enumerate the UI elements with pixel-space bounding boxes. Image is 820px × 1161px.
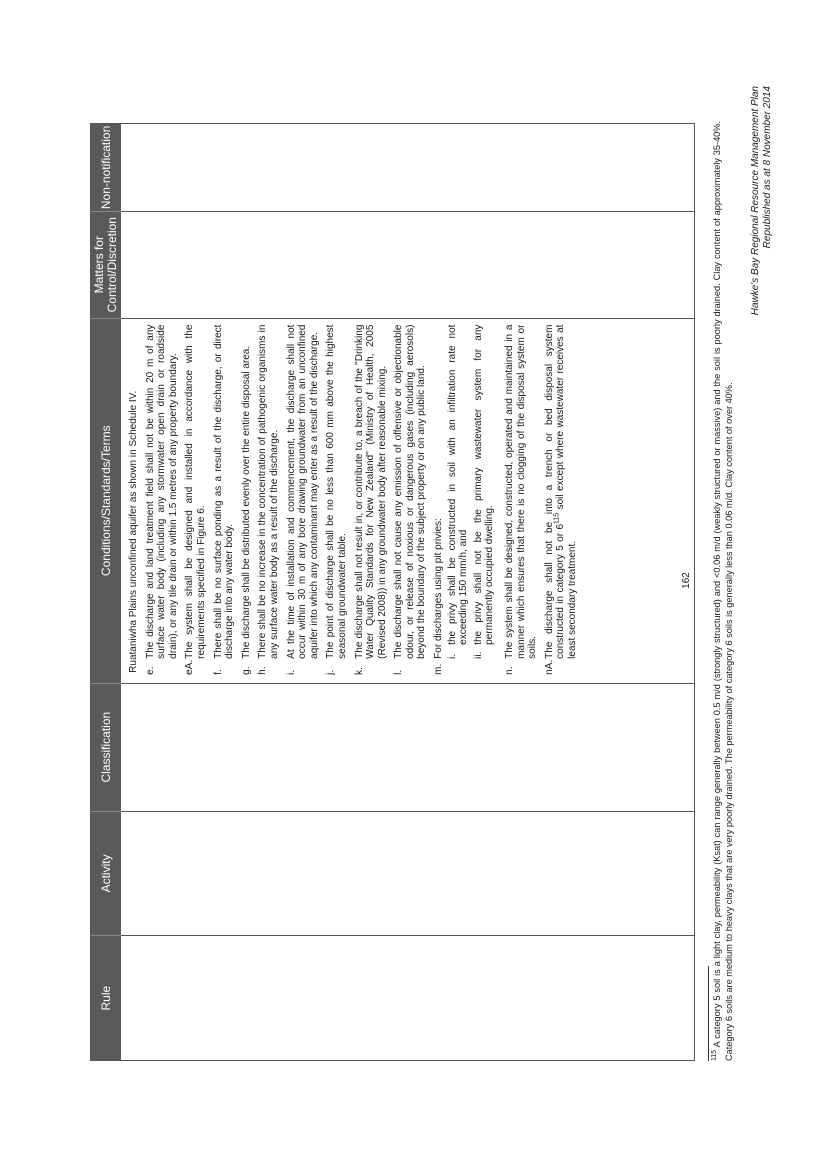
- condition-text: the privy shall be constructed in soil with an infiltration rate not exceeding 150 mm/h, and: [446, 324, 470, 645]
- condition-text: At the time of installation and commencement, the discharge shall not occur within 30 m of any bore drawing groundwater from an unconfined aquifer into which any contaminant may enter as a result of the discharge.: [285, 324, 320, 659]
- condition-label: m.: [433, 663, 445, 675]
- condition-m: [433, 325, 499, 675]
- condition-text: the privy shall not be the primary wastewater system for any permanently occupied dwelling.: [472, 324, 496, 645]
- condition-label: g.: [240, 666, 252, 675]
- condition-item: [354, 325, 389, 675]
- condition-item: [257, 325, 280, 675]
- condition-label: nA.: [543, 659, 555, 675]
- condition-label: n.: [504, 666, 516, 675]
- condition-label: i.: [446, 653, 458, 659]
- condition-label: h.: [257, 666, 269, 675]
- conditions-intro: Ruataniwha Plains unconfined aquifer as shown in Schedule IV.: [128, 390, 139, 673]
- footnote-text: A category 5 soil is a light clay, permeability (Ksat) can range generally between 0.5 m/d (strongly structured) and <0.06 m/d (weakly structured or massive) and the soil is poorly drained. Clay content of approximately 35-40%. Category 6 soils are medium to heavy clays that are very poorly drained. The permeability of category 6 soils is generally less than 0.06 m/d. Clay content of over 40%.: [712, 120, 734, 1061]
- page-number: 162: [681, 572, 692, 589]
- condition-item: [241, 325, 253, 675]
- condition-text-before: The discharge shall not be into a trench or bed disposal system constructed in category 5 or 6: [543, 324, 567, 659]
- condition-text: [544, 325, 579, 659]
- footnote: [712, 121, 735, 1061]
- condition-item: [286, 325, 321, 675]
- cell-matters: [121, 211, 694, 318]
- header-rule: Rule: [91, 935, 121, 1060]
- cell-rule: [121, 935, 694, 1060]
- condition-text: The point of discharge shall be no less than 600 mm above the highest seasonal groundwater table.: [325, 324, 348, 659]
- condition-text: The discharge shall be distributed evenly over the entire disposal area.: [240, 345, 252, 659]
- rules-table: [90, 123, 695, 1061]
- header-conditions: Conditions/Standards/Terms: [91, 318, 121, 683]
- condition-text-after: soil except where wastewater receives at least secondary treatment.: [555, 324, 578, 659]
- condition-n: [504, 325, 539, 675]
- sub-conditions-list: [447, 325, 496, 659]
- sub-condition-item: [473, 325, 496, 659]
- condition-item: [393, 325, 428, 675]
- cell-conditions: [121, 318, 694, 683]
- condition-text: The discharge shall not cause any emission of offensive or objectionable odour, or release of noxious or dangerous gases (including aerosols) beyond the boundary of the subject property or on any public land.: [393, 324, 428, 659]
- condition-label: ii.: [472, 651, 484, 659]
- condition-text: The discharge shall not result in, or contribute to, a breach of the "Drinking Water Quality Standards for New Zealand" (Ministry of Health, 2005 (Revised 2008)) in any groundwater body after reasonable mixing.: [353, 324, 388, 659]
- header-matters: Matters for Control/Discretion: [91, 211, 121, 318]
- footnote-rule: [708, 966, 709, 1061]
- condition-label: k.: [353, 667, 365, 675]
- condition-label: j.: [325, 669, 337, 675]
- table-header: [91, 124, 121, 1060]
- footnote-number: 115: [710, 1049, 718, 1061]
- header-activity: Activity: [91, 811, 121, 936]
- header-classification: Classification: [91, 683, 121, 811]
- condition-text: There shall be no surface ponding as a result of the discharge, or direct discharge into any water body.: [212, 324, 236, 659]
- condition-text: The system shall be designed, constructed, operated and maintained in a manner which ensures that there is no clogging of the disposal system or soils.: [504, 324, 539, 659]
- condition-label: f.: [212, 669, 224, 675]
- condition-item: [213, 325, 236, 675]
- condition-text: There shall be no increase in the concentration of pathogenic organisms in any surface water body as a result of the discharge.: [257, 324, 280, 659]
- sub-condition-item: [447, 325, 470, 659]
- condition-label: e.: [144, 666, 156, 675]
- condition-item: [145, 325, 180, 675]
- running-footer: [750, 86, 774, 315]
- footnote-ref: 115: [554, 512, 562, 524]
- running-footer-date: Republished as at 8 November 2014: [762, 86, 773, 249]
- table-body: [121, 124, 694, 1060]
- running-footer-title: Hawke's Bay Regional Resource Management Plan: [750, 86, 761, 316]
- conditions-list: [145, 325, 428, 675]
- cell-classification: [121, 683, 694, 811]
- condition-text: The system shall be designed and installed in accordance with the requirements specified in Figure 6.: [184, 324, 207, 659]
- condition-nA: [544, 325, 579, 675]
- header-non-notification: Non-notification: [98, 125, 113, 210]
- condition-label: i.: [285, 669, 297, 675]
- condition-label: l.: [393, 669, 405, 675]
- condition-item: [325, 325, 348, 675]
- condition-label: eA.: [184, 659, 196, 675]
- condition-text: The discharge and land treatment field shall not be within 20 m of any surface water body (including any stormwater open drain or roadside drain), or any tile drain or within 1.5 metres of any property boundary.: [144, 324, 179, 659]
- condition-item: [184, 325, 207, 675]
- cell-activity: [121, 811, 694, 936]
- cell-non-notification: [121, 124, 694, 211]
- condition-text: For discharges using pit privies:: [433, 518, 445, 659]
